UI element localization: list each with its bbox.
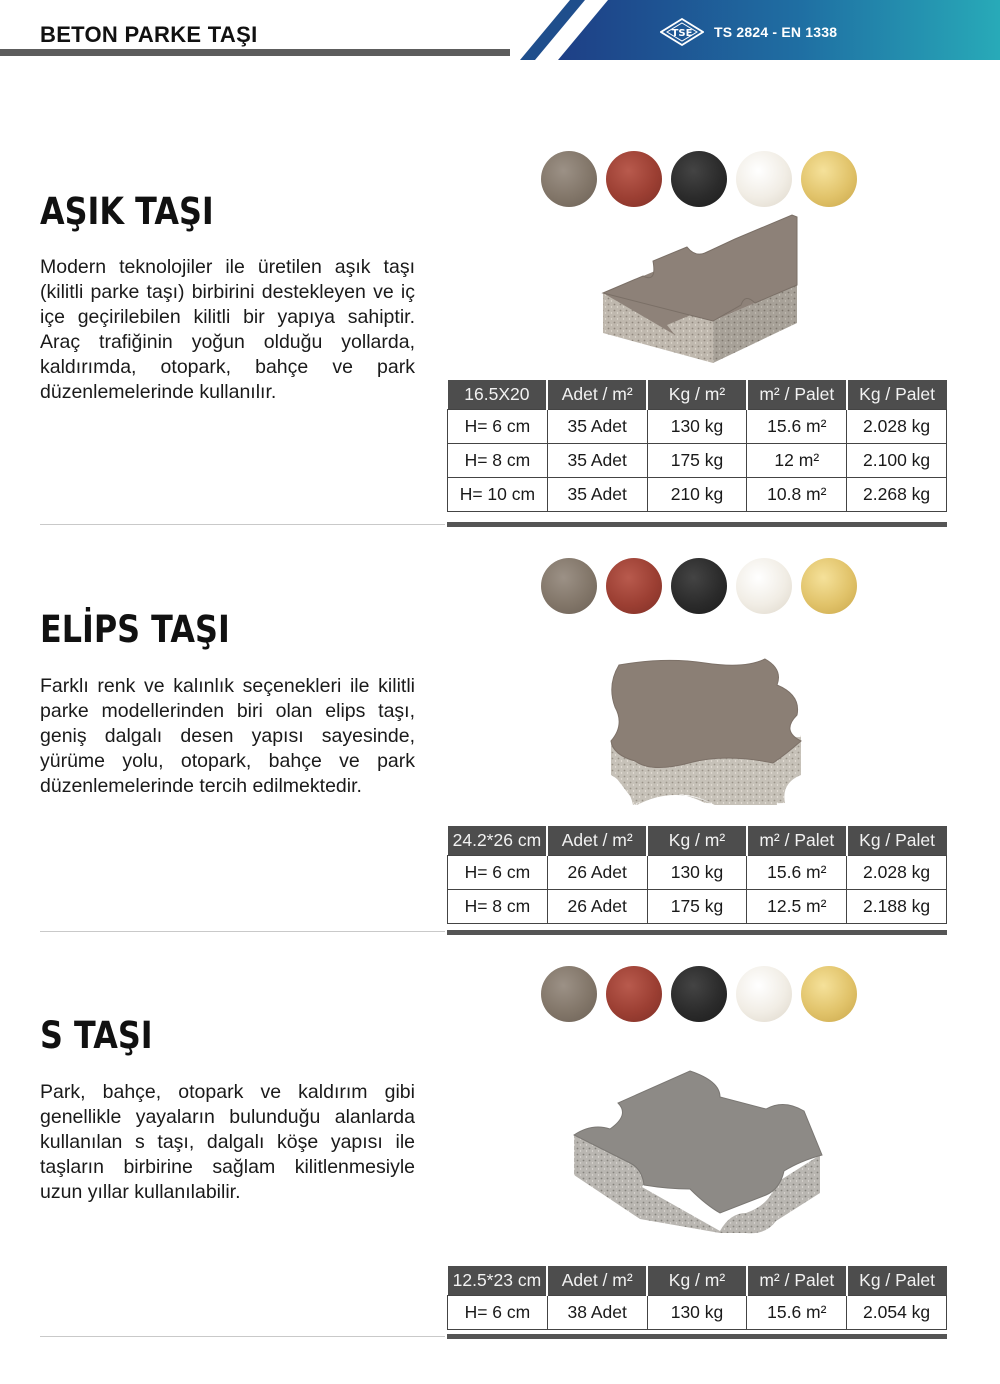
- section-title: S TAŞI: [40, 1014, 153, 1057]
- cell-kg-m2: 130 kg: [647, 1296, 747, 1330]
- cell-adet: 35 Adet: [547, 478, 647, 512]
- cell-m2-palet: 15.6 m²: [747, 856, 847, 890]
- cell-height: H= 6 cm: [448, 856, 548, 890]
- color-swatches: [541, 151, 857, 207]
- cell-adet: 35 Adet: [547, 444, 647, 478]
- header-adet-m2: Adet / m²: [547, 826, 647, 856]
- cell-kg-m2: 210 kg: [647, 478, 747, 512]
- spec-table: [447, 826, 947, 924]
- swatch-white: [736, 966, 792, 1022]
- header-kg-palet: Kg / Palet: [847, 1266, 947, 1296]
- swatch-red: [606, 966, 662, 1022]
- cell-kg-palet: 2.268 kg: [847, 478, 947, 512]
- section-description: Farklı renk ve kalınlık seçenekleri ile kilitli parke modellerinden biri olan elips taşı, geniş dalgalı desen yapısı sayesinde, yürüme yolu, otopark, bahçe ve park düzenlemelerinde tercih edilmektedir.: [40, 675, 415, 797]
- section-title: ELİPS TAŞI: [40, 608, 230, 651]
- cell-m2-palet: 10.8 m²: [747, 478, 847, 512]
- header-m2-palet: m² / Palet: [747, 826, 847, 856]
- spec-table: [447, 1266, 947, 1330]
- cell-kg-palet: 2.100 kg: [847, 444, 947, 478]
- table-row: [448, 410, 947, 444]
- swatch-black: [671, 558, 727, 614]
- header-rule: [0, 49, 510, 56]
- header-size: 12.5*23 cm: [448, 1266, 548, 1296]
- section-divider: [40, 931, 445, 932]
- color-swatches: [541, 558, 857, 614]
- swatch-yellow: [801, 151, 857, 207]
- cell-kg-m2: 130 kg: [647, 856, 747, 890]
- spec-table: [447, 380, 947, 512]
- table-footer-bar: [447, 930, 947, 935]
- section-divider: [40, 1336, 445, 1337]
- section-description: Modern teknolojiler ile üretilen aşık taşı (kilitli parke taşı) birbirini destekleyen ve iç içe geçirilebilen kilitli bir yapıya sahiptir. Araç trafiğinin yoğun olduğu yollarda, kaldırımda, otopark, bahçe ve park düzenlemelerinde kullanılır.: [40, 256, 415, 403]
- cell-kg-palet: 2.028 kg: [847, 410, 947, 444]
- cell-height: H= 8 cm: [448, 890, 548, 924]
- asik-stone-image: [595, 213, 805, 365]
- table-header-row: [448, 826, 947, 856]
- swatch-yellow: [801, 966, 857, 1022]
- cell-height: H= 6 cm: [448, 410, 548, 444]
- cell-m2-palet: 12.5 m²: [747, 890, 847, 924]
- cell-m2-palet: 12 m²: [747, 444, 847, 478]
- cell-adet: 26 Adet: [547, 856, 647, 890]
- cell-height: H= 6 cm: [448, 1296, 548, 1330]
- header-kg-palet: Kg / Palet: [847, 826, 947, 856]
- table-row: [448, 890, 947, 924]
- table-row: [448, 478, 947, 512]
- header-m2-palet: m² / Palet: [747, 380, 847, 410]
- s-stone-image: [570, 1063, 825, 1235]
- table-footer-bar: [447, 1334, 947, 1339]
- elips-stone-image: [605, 655, 805, 807]
- standards-label: TS 2824 - EN 1338: [714, 24, 838, 40]
- cell-kg-palet: 2.028 kg: [847, 856, 947, 890]
- table-header-row: [448, 380, 947, 410]
- header-size: 24.2*26 cm: [448, 826, 548, 856]
- section-title: AŞIK TAŞI: [40, 190, 214, 233]
- cell-height: H= 10 cm: [448, 478, 548, 512]
- swatch-white: [736, 558, 792, 614]
- table-row: [448, 856, 947, 890]
- table-row: [448, 1296, 947, 1330]
- header-size: 16.5X20: [448, 380, 548, 410]
- header-kg-palet: Kg / Palet: [847, 380, 947, 410]
- header-adet-m2: Adet / m²: [547, 380, 647, 410]
- swatch-white: [736, 151, 792, 207]
- swatch-red: [606, 558, 662, 614]
- swatch-gray: [541, 558, 597, 614]
- swatch-gray: [541, 151, 597, 207]
- cell-adet: 38 Adet: [547, 1296, 647, 1330]
- swatch-red: [606, 151, 662, 207]
- document-title: BETON PARKE TAŞI: [40, 22, 258, 47]
- cell-kg-m2: 130 kg: [647, 410, 747, 444]
- swatch-black: [671, 966, 727, 1022]
- cell-adet: 26 Adet: [547, 890, 647, 924]
- section-divider: [40, 524, 445, 525]
- table-header-row: [448, 1266, 947, 1296]
- table-row: [448, 444, 947, 478]
- svg-text:TSE: TSE: [671, 28, 693, 39]
- cell-kg-palet: 2.054 kg: [847, 1296, 947, 1330]
- cell-m2-palet: 15.6 m²: [747, 410, 847, 444]
- header-m2-palet: m² / Palet: [747, 1266, 847, 1296]
- cell-adet: 35 Adet: [547, 410, 647, 444]
- cell-height: H= 8 cm: [448, 444, 548, 478]
- header-adet-m2: Adet / m²: [547, 1266, 647, 1296]
- swatch-gray: [541, 966, 597, 1022]
- cell-kg-palet: 2.188 kg: [847, 890, 947, 924]
- tse-certification-badge: [660, 18, 837, 46]
- cell-kg-m2: 175 kg: [647, 444, 747, 478]
- cell-kg-m2: 175 kg: [647, 890, 747, 924]
- table-footer-bar: [447, 522, 947, 527]
- tse-logo-icon: [660, 18, 704, 46]
- color-swatches: [541, 966, 857, 1022]
- swatch-black: [671, 151, 727, 207]
- swatch-yellow: [801, 558, 857, 614]
- header-kg-m2: Kg / m²: [647, 1266, 747, 1296]
- header-kg-m2: Kg / m²: [647, 826, 747, 856]
- cell-m2-palet: 15.6 m²: [747, 1296, 847, 1330]
- header-kg-m2: Kg / m²: [647, 380, 747, 410]
- section-description: Park, bahçe, otopark ve kaldırım gibi genellikle yayaların bulunduğu alanlarda kullanılan s taşı, dalgalı köşe yapısı ile taşların birbirine sağlam kilitlenmesiyle uzun yıllar kullanılabilir.: [40, 1081, 415, 1203]
